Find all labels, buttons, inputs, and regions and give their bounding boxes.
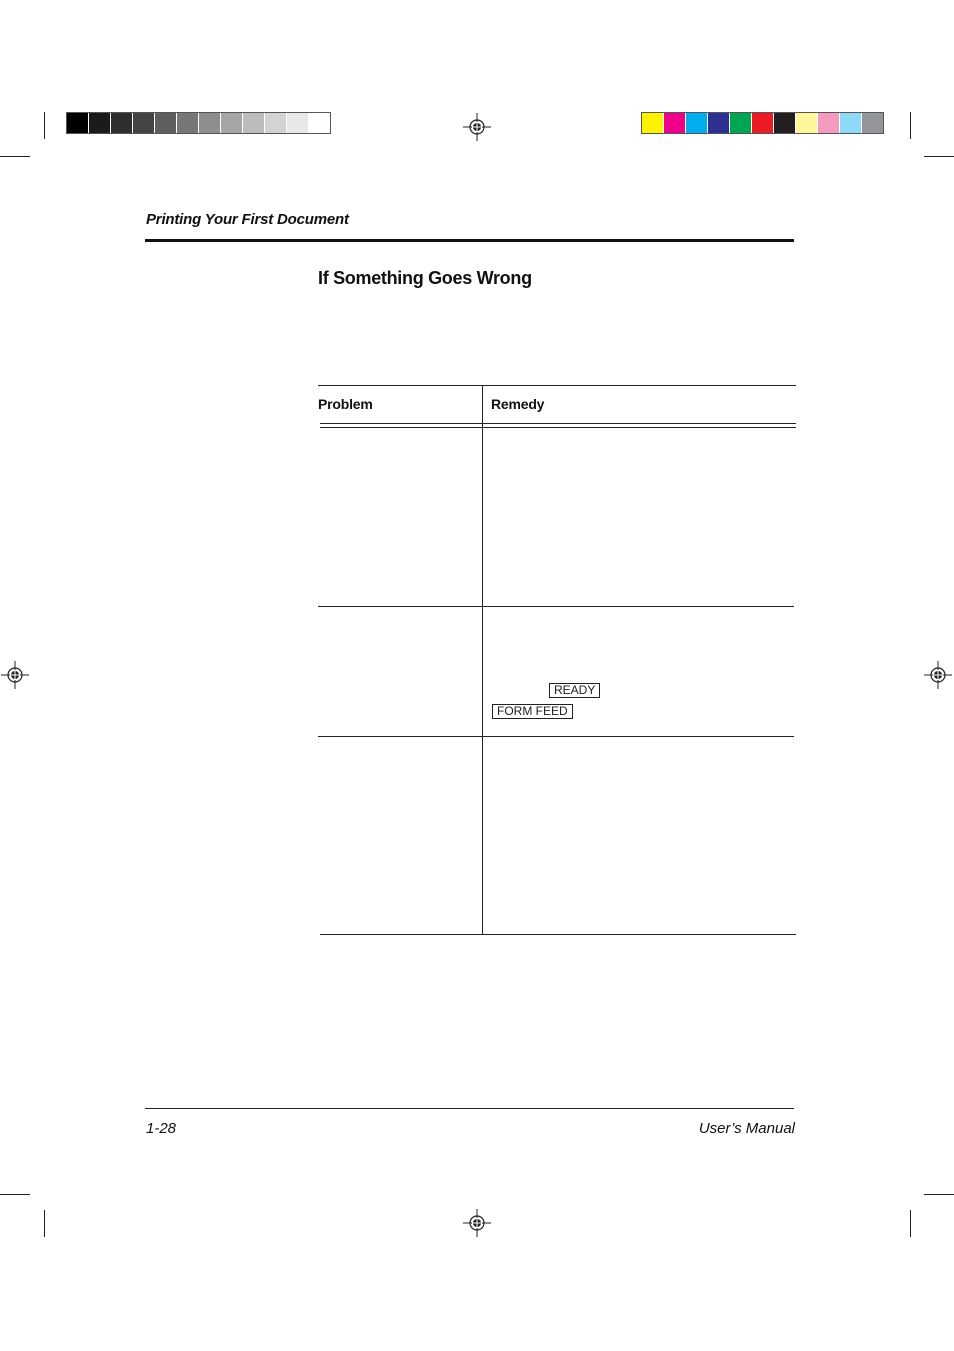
color-swatch-2 — [664, 113, 686, 133]
color-swatch-8 — [796, 113, 818, 133]
table-row — [318, 428, 796, 606]
gray-swatch-9 — [243, 113, 265, 133]
table-bottom-rule — [320, 934, 796, 935]
registration-mark-bottom-icon — [463, 1209, 491, 1237]
process-color-bar — [641, 112, 884, 134]
header-rule — [145, 239, 794, 242]
color-swatch-11 — [862, 113, 883, 133]
crop-mark-bottom-right-vertical — [910, 1210, 911, 1237]
table-header-rule-1 — [320, 423, 796, 424]
crop-mark-bottom-left-vertical — [44, 1210, 45, 1237]
gray-swatch-8 — [221, 113, 243, 133]
form-feed-key-label: FORM FEED — [492, 704, 573, 719]
crop-mark-top-left-horizontal — [0, 156, 30, 157]
gray-swatch-2 — [89, 113, 111, 133]
running-header-title: Printing Your First Document — [146, 211, 349, 228]
color-swatch-10 — [840, 113, 862, 133]
gray-swatch-6 — [177, 113, 199, 133]
gray-swatch-7 — [199, 113, 221, 133]
column-header-problem: Problem — [318, 396, 373, 412]
gray-swatch-4 — [133, 113, 155, 133]
registration-mark-top-icon — [463, 113, 491, 141]
crop-mark-top-right-horizontal — [924, 156, 954, 157]
color-swatch-4 — [708, 113, 730, 133]
crop-mark-top-left-vertical — [44, 112, 45, 139]
column-header-remedy: Remedy — [491, 396, 545, 412]
table-row — [318, 607, 796, 736]
gray-swatch-1 — [67, 113, 89, 133]
page-number: 1-28 — [146, 1120, 177, 1137]
table-row — [318, 737, 796, 934]
footer-manual-title: User’s Manual — [698, 1120, 795, 1137]
crop-mark-bottom-right-horizontal — [924, 1194, 954, 1195]
color-swatch-1 — [642, 113, 664, 133]
color-swatch-3 — [686, 113, 708, 133]
gray-swatch-5 — [155, 113, 177, 133]
registration-mark-right-icon — [924, 661, 952, 689]
gray-swatch-12 — [309, 113, 330, 133]
color-swatch-7 — [774, 113, 796, 133]
table-top-rule — [318, 385, 796, 386]
grayscale-color-bar — [66, 112, 331, 134]
color-swatch-6 — [752, 113, 774, 133]
color-swatch-9 — [818, 113, 840, 133]
registration-mark-left-icon — [1, 661, 29, 689]
gray-swatch-10 — [265, 113, 287, 133]
gray-swatch-11 — [287, 113, 309, 133]
ready-key-label: READY — [549, 683, 600, 698]
section-title: If Something Goes Wrong — [318, 268, 532, 288]
crop-mark-bottom-left-horizontal — [0, 1194, 30, 1195]
crop-mark-top-right-vertical — [910, 112, 911, 139]
gray-swatch-3 — [111, 113, 133, 133]
color-swatch-5 — [730, 113, 752, 133]
footer-rule — [145, 1108, 794, 1109]
